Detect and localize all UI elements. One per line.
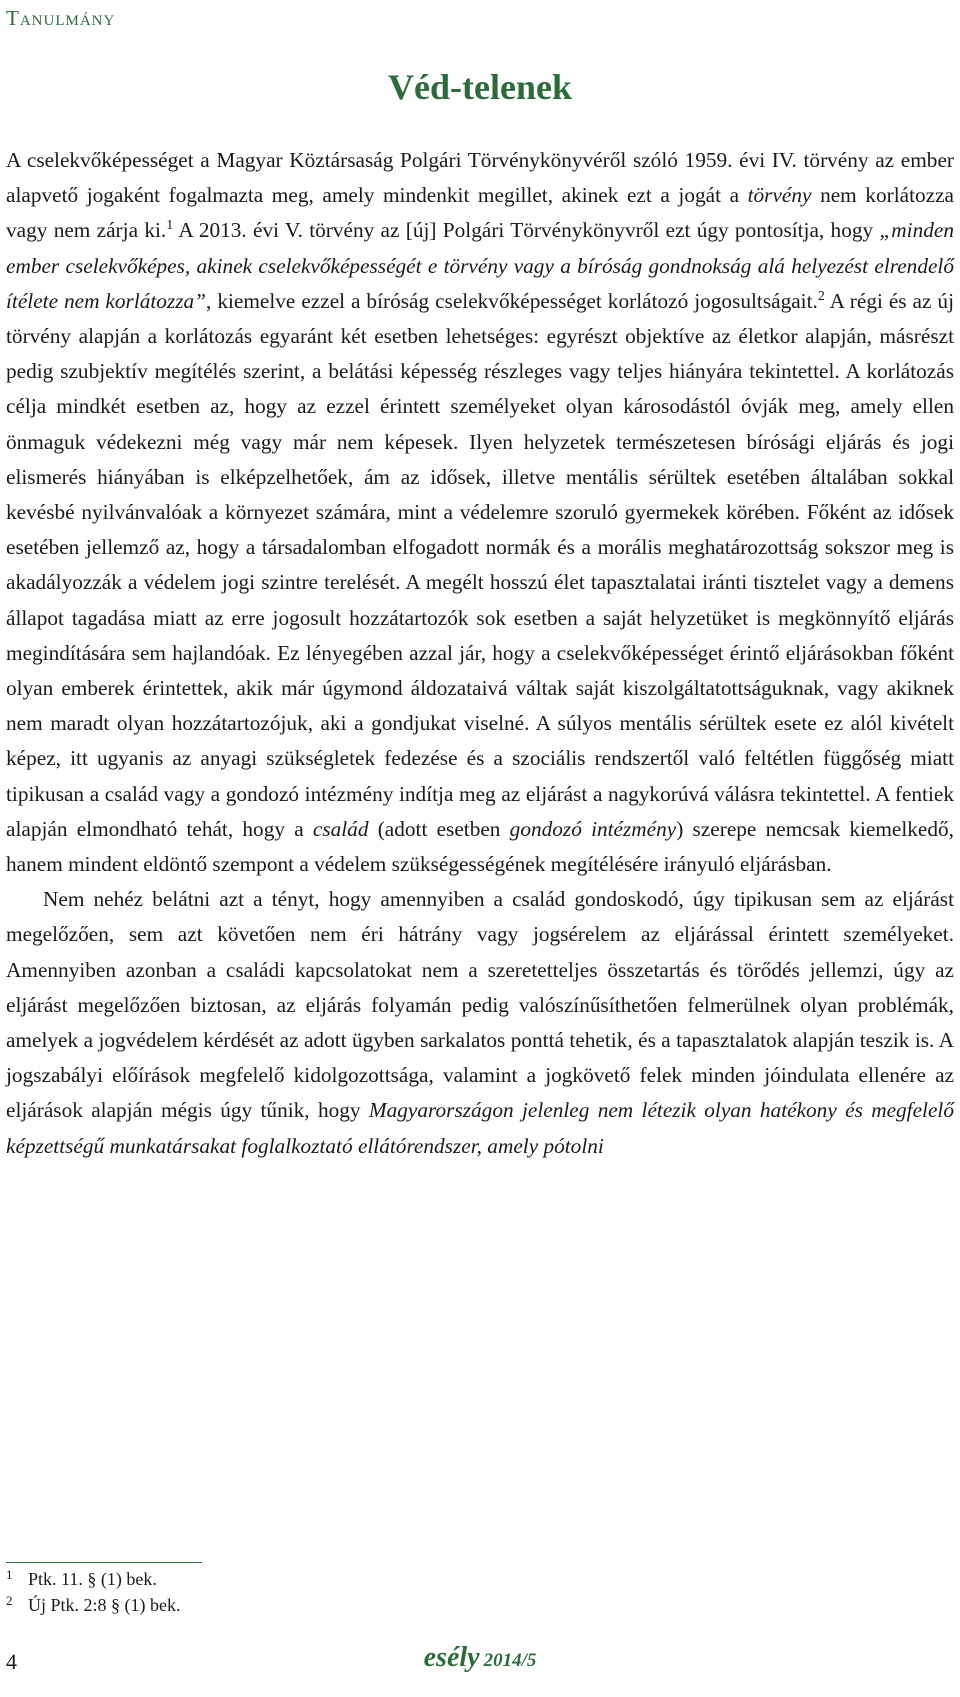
p1-text-7: ) szerepe nemcsak kiemelkedő, hanem mindent eldöntő szempont a védelem szükségességének megítélésére irányuló eljárásban. bbox=[6, 816, 954, 877]
footnote-2 bbox=[6, 1592, 606, 1618]
p1-text-2: nem korlátozza vagy nem zárja ki. bbox=[6, 183, 954, 243]
p1-emphasis-torveny: törvény bbox=[747, 183, 812, 208]
journal-name: esély bbox=[423, 1642, 480, 1673]
section-label: Tanulmány bbox=[6, 6, 116, 30]
p1-text-4: , kiemelve ezzel a bíróság cselekvőképességet korlátozó jogosultságait. bbox=[206, 288, 818, 313]
footnote-number: 2 bbox=[6, 1593, 13, 1608]
paragraph-1 bbox=[6, 143, 954, 882]
footnote-text: Ptk. 11. § (1) bek. bbox=[28, 1569, 157, 1589]
p2-text-1: Nem nehéz belátni azt a tényt, hogy amennyiben a család gondoskodó, úgy tipikusan sem az eljárást megelőzően, sem azt követően nem éri hátrány vagy jogsérelem az eljárással érintett személyeket. Amennyiben azonban a családi kapcsolatokat nem a szeretetteljes összetartás és törődés jellemzi, úgy az eljárást megelőzően biztosan, az eljárás folyamán pedig valószínűsíthetően felmerülnek olyan problémák, amelyek a jogvédelem kérdését az adott ügyben sarkalatos ponttá tehetik, és a tapasztalatok alapján teszik is. A jogszabályi előírások megfelelő kidolgozottsága, valamint a jogkövető felek minden jóindulata ellenére az eljárások alapján mégis úgy tűnik, hogy bbox=[6, 887, 954, 1123]
p1-text-5: A régi és az új törvény alapján a korlátozás egyaránt két esetben lehetséges: egyrészt objektíve az életkor alapján, másrészt pedig szubjektív megítélés szerint, a belátási képesség részleges vagy teljes hiányára tekintettel. A korlátozás célja mindkét esetben az, hogy az ezzel érintett személyeket olyan károsodástól óvják meg, amely ellen önmaguk védekezni még vagy már nem képesek. Ilyen helyzetek természetesen bírósági eljárás és jogi elismerés hiányában is elképzelhetőek, ám az idősek, illetve mentális sérültek esetében általában sokkal kevésbé nyilvánvalóak a környezet számára, mint a védelemre szoruló gyermekek körében. Főként az idősek esetében jellemző az, hogy a társadalomban elfogadott normák és a morális meghatározottság sokszor meg is akadályozzák a védelem jogi szintre terelését. A megélt hosszú élet tapasztalatai iránti tisztelet vagy a demens állapot tagadása miatt az erre jogosult hozzátartozók sok esetben a saját helyzetüket is megkönnyítő eljárás megindítására sem hajlandóak. Ez lényegében azzal jár, hogy a cselekvőképességet érintő eljárásokban főként olyan emberek érintettek, akik már úgymond áldozataivá váltak saját kiszolgáltatottságuknak, vagy akiknek nem maradt olyan hozzátartozójuk, aki a gondjukat viselné. A súlyos mentális sérültek esete ez alól kivételt képez, itt ugyanis az anyagi szükségletek fedezése és a szociális rendszertől való feltétlen függőség miatt tipikusan a család vagy a gondozó intézmény indítja meg az eljárást a nagykorúvá válásra tekintettel. A fentiek alapján elmondható tehát, hogy a bbox=[6, 288, 954, 841]
footnote-1 bbox=[6, 1566, 606, 1592]
footnote-divider bbox=[6, 1562, 202, 1563]
paragraph-2 bbox=[6, 882, 954, 1164]
footnote-text: Új Ptk. 2:8 § (1) bek. bbox=[28, 1595, 181, 1615]
footnote-number: 1 bbox=[6, 1567, 13, 1582]
p1-text-6: (adott esetben bbox=[368, 816, 510, 841]
footnote-ref-1[interactable]: 1 bbox=[166, 218, 174, 234]
page-number: 4 bbox=[6, 1649, 17, 1674]
journal-issue: 2014/5 bbox=[483, 1650, 537, 1671]
article-body bbox=[6, 143, 954, 1164]
p1-text-3: A 2013. évi V. törvény az [új] Polgári Törvénykönyvről ezt úgy pontosítja, hogy bbox=[173, 218, 880, 243]
journal-footer bbox=[0, 1642, 960, 1674]
footnote-ref-2[interactable]: 2 bbox=[817, 288, 825, 304]
p1-emphasis-csalad: család bbox=[312, 816, 369, 841]
footnotes bbox=[6, 1566, 606, 1618]
article-title: Véd-telenek bbox=[388, 67, 572, 107]
p2-emphasis: Magyarországon jelenleg nem létezik olyan hatékony és megfelelő képzettségű munkatársakat foglalkoztató ellátórendszer, amely pótolni bbox=[6, 1098, 954, 1158]
p1-quote-emphasis: „minden ember cselekvőképes, akinek cselekvőképességét e törvény vagy a bíróság gondnokság alá helyezést elrendelő ítélete nem korlátozza” bbox=[6, 218, 954, 313]
p1-emphasis-gondozo: gondozó intézmény bbox=[509, 816, 677, 841]
p1-text-1: A cselekvőképességet a Magyar Köztársaság Polgári Törvénykönyvéről szóló 1959. évi IV. törvény az ember alapvető jogaként fogalmazta meg, amely mindenkit megillet, akinek ezt a jogát a bbox=[6, 148, 954, 208]
